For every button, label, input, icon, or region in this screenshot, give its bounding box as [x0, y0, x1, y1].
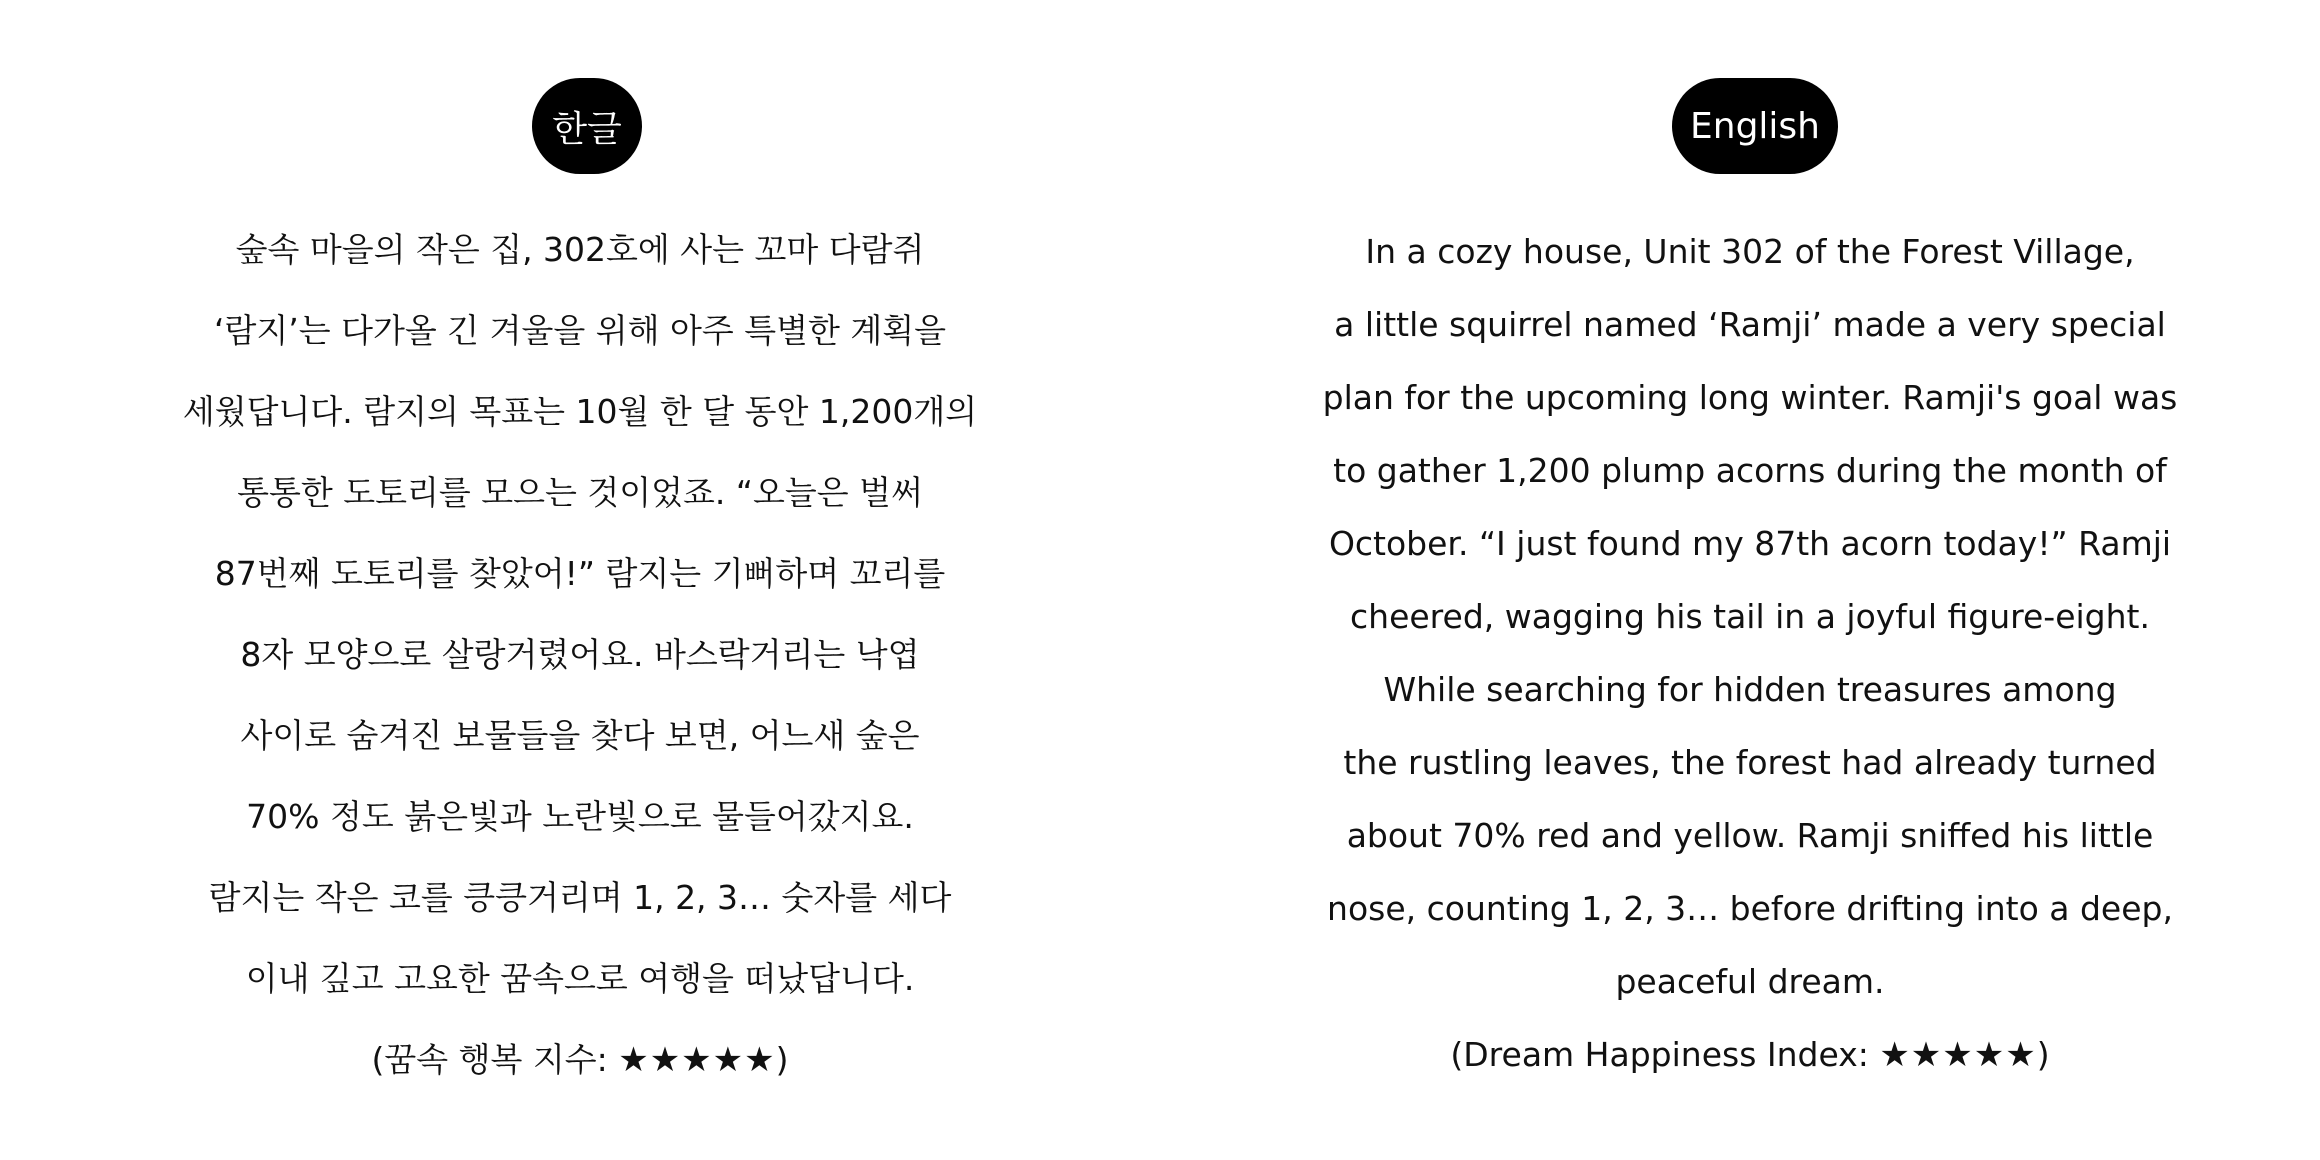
english-column [1300, 0, 2200, 1160]
english-story-line: nose, counting 1, 2, 3… before drifting into a deep, [1327, 889, 2173, 928]
english-happiness-index [1300, 1029, 2200, 1102]
english-story-line: a little squirrel named ‘Ramji’ made a very special [1334, 305, 2166, 344]
star-rating-icons: ★★★★★ [1879, 1035, 2037, 1075]
english-story-line: to gather 1,200 plump acorns during the month of [1333, 451, 2167, 490]
english-language-label: English [1690, 105, 1820, 147]
korean-story-line: ‘람지’는 다가올 긴 겨울을 위해 아주 특별한 계획을 [214, 311, 946, 350]
korean-story-line: 사이로 숨겨진 보물들을 찾다 보면, 어느새 숲은 [240, 716, 920, 755]
star-rating-icons: ★★★★★ [618, 1040, 776, 1080]
english-story-line: plan for the upcoming long winter. Ramji's goal was [1322, 378, 2178, 417]
english-story-line: about 70% red and yellow. Ramji sniffed his little [1346, 816, 2154, 855]
english-language-badge [1672, 78, 1838, 174]
korean-story-line: 통통한 도토리를 모으는 것이었죠. “오늘은 벌써 [237, 473, 923, 512]
english-story-line: peaceful dream. [1615, 962, 1885, 1001]
korean-story-line: 70% 정도 붉은빛과 노란빛으로 물들어갔지요. [246, 797, 914, 836]
korean-index-suffix: ) [775, 1040, 789, 1079]
korean-story-line: 숲속 마을의 작은 집, 302호에 사는 꼬마 다람쥐 [235, 230, 925, 269]
korean-story-line: 8자 모양으로 살랑거렸어요. 바스락거리는 낙엽 [240, 635, 920, 674]
english-story-line: While searching for hidden treasures among [1383, 670, 2117, 709]
english-story-line: the rustling leaves, the forest had already turned [1343, 743, 2157, 782]
korean-language-label: 한글 [552, 108, 622, 150]
english-index-suffix: ) [2036, 1035, 2050, 1074]
korean-index-prefix: (꿈속 행복 지수: [371, 1040, 619, 1079]
korean-happiness-index [130, 1034, 1030, 1115]
korean-story-line: 람지는 작은 코를 킁킁거리며 1, 2, 3… 숫자를 세다 [208, 878, 952, 917]
korean-column [130, 0, 1030, 1160]
english-index-prefix: (Dream Happiness Index: [1450, 1035, 1880, 1074]
korean-story-line: 세웠답니다. 람지의 목표는 10월 한 달 동안 1,200개의 [182, 392, 978, 431]
korean-story-line: 87번째 도토리를 찾았어!” 람지는 기뻐하며 꼬리를 [214, 554, 946, 593]
korean-language-badge [532, 78, 642, 174]
english-story-text [1300, 226, 2200, 1102]
english-story-line: October. “I just found my 87th acorn today!” Ramji [1328, 524, 2172, 563]
korean-story-text [130, 224, 1030, 1115]
english-story-line: In a cozy house, Unit 302 of the Forest Village, [1365, 232, 2135, 271]
english-story-line: cheered, wagging his tail in a joyful figure-eight. [1350, 597, 2150, 636]
korean-story-line: 이내 깊고 고요한 꿈속으로 여행을 떠났답니다. [245, 959, 915, 998]
